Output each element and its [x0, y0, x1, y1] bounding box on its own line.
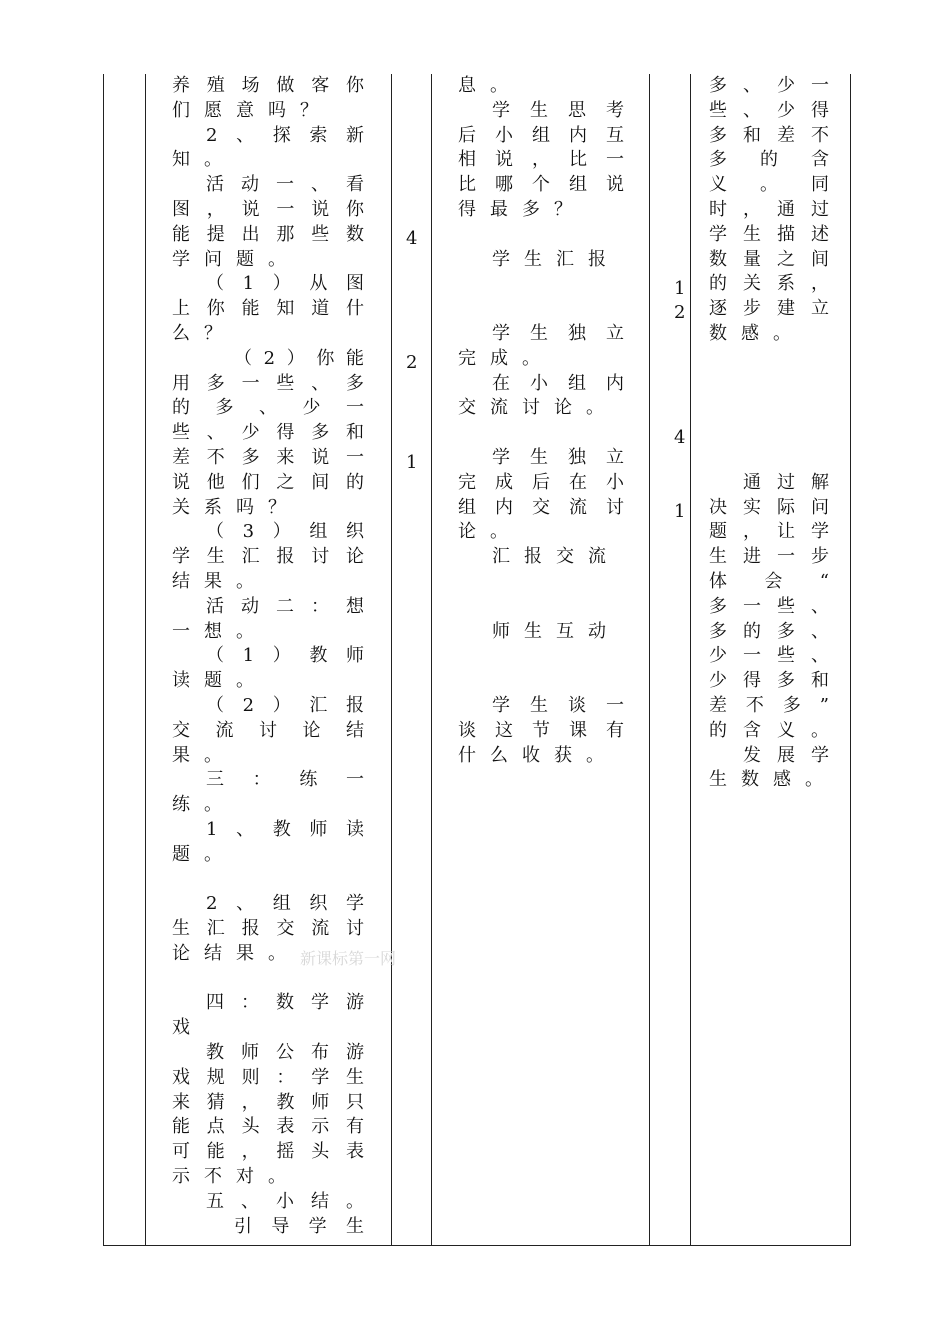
text-line: 义 。 同: [709, 174, 829, 196]
text-line: 多 的 含: [709, 149, 829, 171]
text-line: 1 、 教 师 读: [206, 818, 364, 840]
text-line: （ 1 ） 从 图: [206, 273, 364, 295]
text-line: 息 。: [458, 75, 508, 96]
text-line: 数 量 之 间: [709, 248, 829, 270]
time-value: 4: [406, 228, 418, 249]
text-line: [458, 223, 624, 248]
text-line: 汇 报 交 流: [492, 546, 606, 568]
text-line: 养 殖 场 做 客 你: [172, 75, 364, 96]
text-line: 四 ： 数 学 游: [206, 992, 364, 1014]
text-line: 生 数 感 。: [709, 769, 823, 791]
table-divider: [145, 74, 146, 1246]
table-divider: [391, 74, 392, 1246]
text-line: [458, 272, 624, 297]
text-line: 么 ？: [172, 322, 222, 344]
text-line: 多 、 少 一: [709, 75, 829, 96]
text-line: 三 ： 练 一: [206, 769, 364, 791]
text-line: 读 题 。: [172, 670, 254, 692]
text-line: 学 生 汇 报: [492, 248, 606, 270]
text-line: 时 ， 通 过: [709, 198, 829, 220]
text-line: 生 进 一 步: [709, 546, 829, 568]
text-line: 差 不 多 来 说 一: [172, 446, 364, 468]
text-line: 少 得 多 和: [709, 670, 829, 692]
text-line: 用 多 一 些 、 多: [172, 372, 364, 394]
text-line: 发 展 学: [743, 744, 829, 766]
text-line: 示 不 对 。: [172, 1166, 286, 1188]
text-line: [458, 644, 624, 669]
text-line: 数 感 。: [709, 322, 791, 344]
text-line: 的 关 系 ，: [709, 273, 829, 295]
text-line: （ 2 ） 汇 报: [206, 694, 364, 716]
table-divider: [690, 74, 691, 1246]
text-line: 逐 步 建 立: [709, 298, 829, 320]
text-line: 组 内 交 流 讨: [458, 496, 624, 518]
text-line: 学 生 谈 一: [492, 694, 624, 716]
text-line: 上 你 能 知 道 什: [172, 298, 364, 320]
text-line: 些 、 少 得 多 和: [172, 422, 364, 444]
text-line: 学 生 独 立: [492, 446, 624, 468]
text-line: 活 动 一 、 看: [206, 174, 364, 196]
text-line: 2 、 探 索 新: [206, 124, 364, 146]
text-line: [709, 446, 829, 471]
table-divider: [649, 74, 650, 1246]
text-line: 的 多 、 少 一: [172, 397, 364, 419]
text-line: 决 实 际 问: [709, 496, 829, 518]
text-line: [709, 347, 829, 372]
time-value: 1: [674, 278, 686, 299]
text-line: 图 ， 说 一 说 你: [172, 198, 364, 220]
text-line: 交 流 讨 论 。: [458, 397, 604, 419]
text-line: 的 含 义 。: [709, 719, 829, 741]
text-line: [458, 669, 624, 694]
text-line: 引 导 学 生: [234, 1215, 364, 1237]
text-line: 能 点 头 表 示 有: [172, 1116, 364, 1138]
text-line: 2 、 组 织 学: [206, 893, 364, 915]
text-line: （ 1 ） 教 师: [206, 645, 364, 667]
text-line: 论 。: [458, 521, 508, 543]
text-line: 多 的 多 、: [709, 620, 829, 642]
text-line: 五 、 小 结 。: [206, 1190, 364, 1212]
text-line: 多 一 些 、: [709, 595, 829, 617]
text-line: 差 不 多 ”: [709, 694, 829, 716]
table-border-left: [103, 74, 104, 1246]
text-line: 戏: [172, 1017, 190, 1039]
text-line: [709, 372, 829, 397]
text-line: 来 猜 ， 教 师 只: [172, 1091, 364, 1113]
text-line: 题 ， 让 学: [709, 521, 829, 543]
text-line: 可 能 ， 摇 头 表: [172, 1141, 364, 1163]
time-value: 4: [674, 427, 686, 448]
text-line: [709, 421, 829, 446]
text-line: 学 生 独 立: [492, 322, 624, 344]
text-line: 生 汇 报 交 流 讨: [172, 918, 364, 940]
table-divider: [431, 74, 432, 1246]
text-line: [458, 421, 624, 446]
table-border-bottom: [103, 1245, 851, 1246]
text-line: 学 问 题 。: [172, 248, 286, 270]
time-value: 2: [406, 352, 418, 373]
text-line: 相 说 ， 比 一: [458, 149, 624, 171]
text-line: [458, 297, 624, 322]
time-value: 1: [674, 501, 686, 522]
table-border-right: [850, 74, 851, 1246]
student-activity-column: [458, 74, 624, 768]
text-line: 交 流 讨 论 结: [172, 719, 364, 741]
text-line: 学 生 描 述: [709, 223, 829, 245]
text-line: 通 过 解: [743, 471, 829, 493]
text-line: （ 2 ） 你 能: [234, 347, 364, 369]
design-intent-column: [709, 74, 829, 793]
text-line: 知 。: [172, 149, 222, 171]
time-value: 1: [406, 452, 418, 473]
text-line: 体 会 “: [709, 570, 829, 592]
watermark: 新课标第一网: [300, 949, 397, 968]
text-line: 活 动 二 ： 想: [206, 595, 364, 617]
text-line: [172, 868, 364, 893]
text-line: [458, 570, 624, 595]
text-line: [172, 967, 364, 992]
text-line: 题 。: [172, 843, 222, 865]
text-line: 练 。: [172, 794, 222, 816]
text-line: 师 生 互 动: [492, 620, 606, 642]
text-line: 能 提 出 那 些 数: [172, 223, 364, 245]
text-line: 多 和 差 不: [709, 124, 829, 146]
text-line: 些 、 少 得: [709, 99, 829, 121]
text-line: 什 么 收 获 。: [458, 744, 604, 766]
time-value: 2: [674, 302, 686, 323]
text-line: 果 。: [172, 744, 222, 766]
text-line: 谈 这 节 课 有: [458, 719, 624, 741]
text-line: 关 系 吗 ？: [172, 496, 286, 518]
text-line: 说 他 们 之 间 的: [172, 471, 364, 493]
text-line: 完 成 。: [458, 347, 540, 369]
text-line: 比 哪 个 组 说: [458, 174, 624, 196]
text-line: 学 生 思 考: [492, 99, 624, 121]
text-line: 少 一 些 、: [709, 645, 829, 667]
text-line: 得 最 多 ？: [458, 198, 572, 220]
text-line: 一 想 。: [172, 620, 254, 642]
text-line: 论 结 果 。: [172, 942, 286, 964]
text-line: 学 生 汇 报 讨 论: [172, 546, 364, 568]
text-line: 结 果 。: [172, 570, 254, 592]
text-line: 戏 规 则 ： 学 生: [172, 1066, 364, 1088]
text-line: 在 小 组 内: [492, 372, 624, 394]
text-line: [709, 396, 829, 421]
text-line: （ 3 ） 组 织: [206, 521, 364, 543]
text-line: [458, 595, 624, 620]
text-line: 完 成 后 在 小: [458, 471, 624, 493]
text-line: 们 愿 意 吗 ？: [172, 99, 318, 121]
teacher-activity-column: [172, 74, 364, 1239]
text-line: 教 师 公 布 游: [206, 1042, 364, 1064]
text-line: 后 小 组 内 互: [458, 124, 624, 146]
